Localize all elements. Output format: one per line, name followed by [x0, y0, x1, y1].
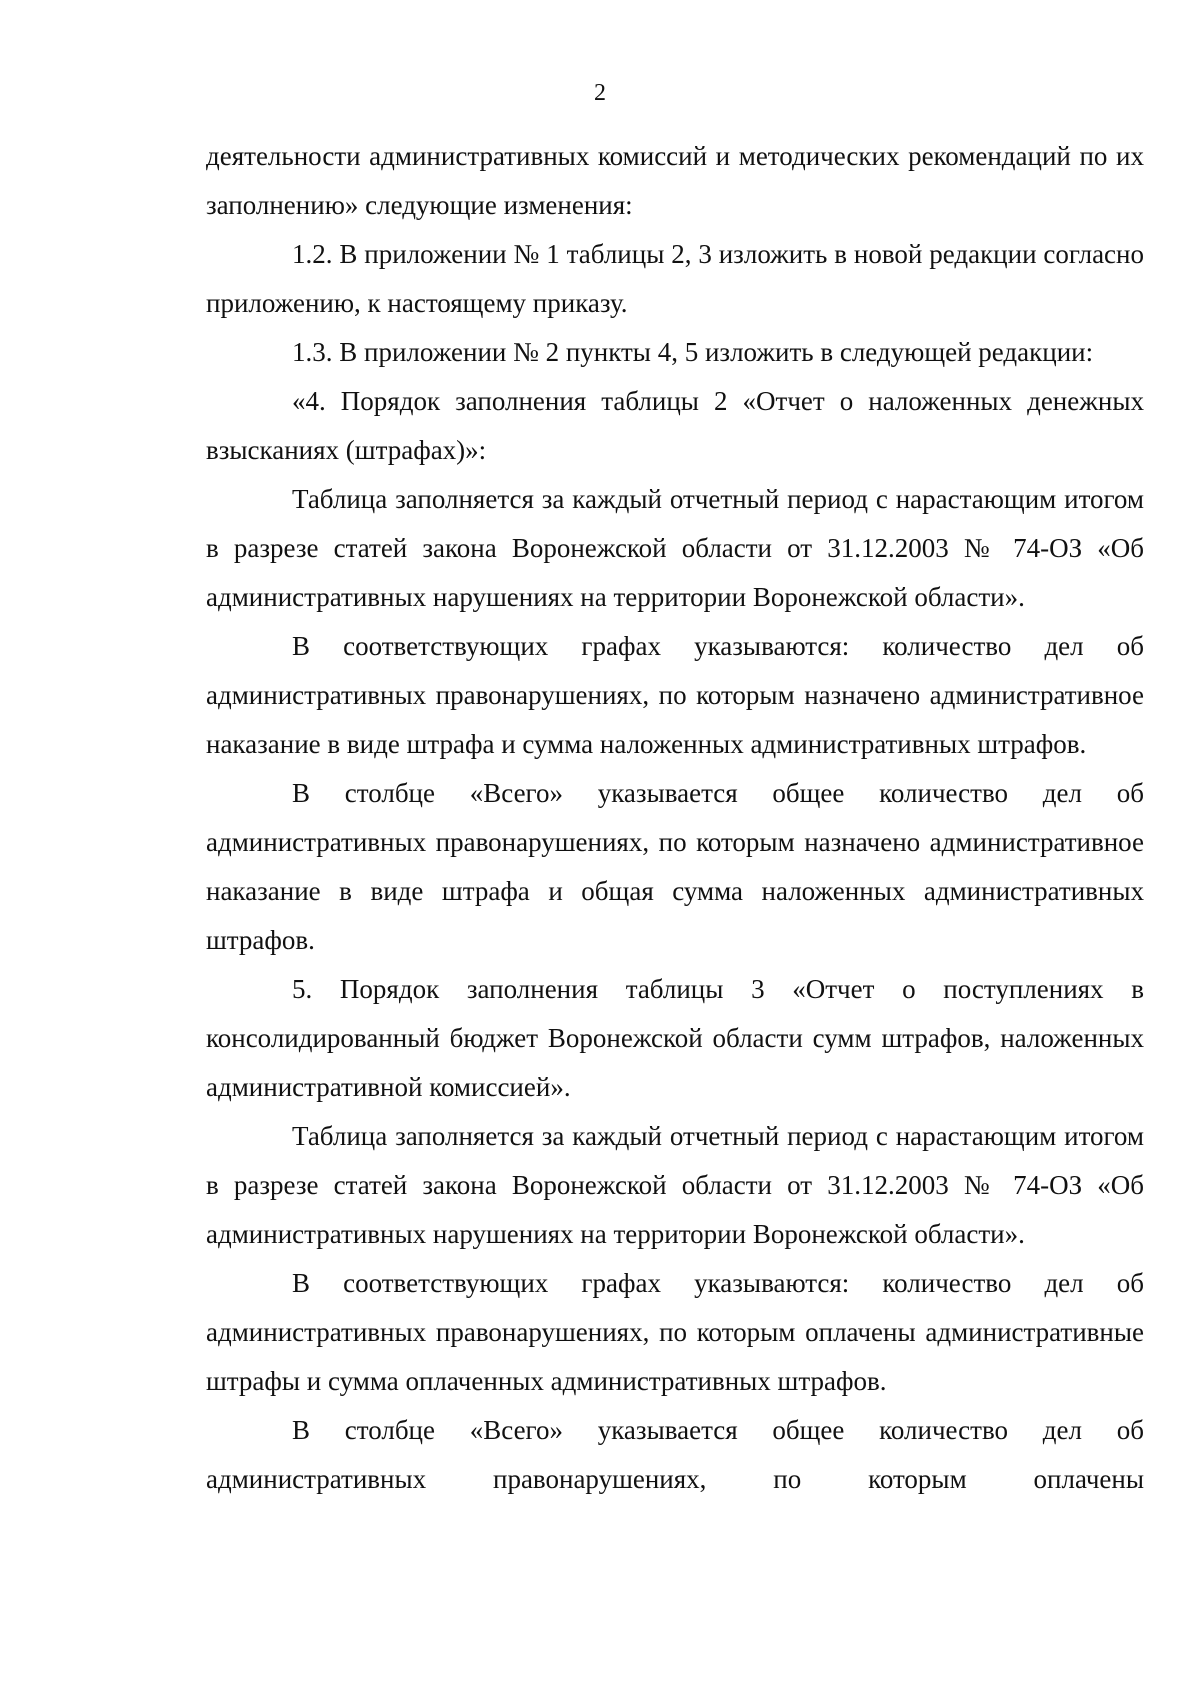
page-number: 2	[594, 80, 606, 106]
paragraph-point-5-columns: В соответствующих графах указываются: количество дел об административных правонарушениях, по которым оплачены административные штрафы и сумма оплаченных административных штрафов.	[206, 1268, 1144, 1396]
document-body	[206, 132, 1144, 1504]
paragraph-point-5-heading: 5. Порядок заполнения таблицы 3 «Отчет о поступлениях в консолидированный бюджет Воронежской области сумм штрафов, наложенных административной комиссией».	[206, 974, 1144, 1102]
paragraph-point-5-table: Таблица заполняется за каждый отчетный период с нарастающим итогом в разрезе статей закона Воронежской области от 31.12.2003 № 74-ОЗ «Об административных нарушениях на территории Воронежской области».	[206, 1121, 1144, 1249]
paragraph-point-4-columns: В соответствующих графах указываются: количество дел об административных правонарушениях, по которым назначено административное наказание в виде штрафа и сумма наложенных административных штрафов.	[206, 631, 1144, 759]
paragraph-item-1-2: 1.2. В приложении № 1 таблицы 2, 3 изложить в новой редакции согласно приложению, к настоящему приказу.	[206, 239, 1144, 318]
paragraph-intro-continuation: деятельности административных комиссий и методических рекомендаций по их заполнению» следующие изменения:	[206, 141, 1144, 220]
paragraph-point-4-total: В столбце «Всего» указывается общее количество дел об административных правонарушениях, по которым назначено административное наказание в виде штрафа и общая сумма наложенных административных штрафов.	[206, 778, 1144, 955]
paragraph-point-4-table: Таблица заполняется за каждый отчетный период с нарастающим итогом в разрезе статей закона Воронежской области от 31.12.2003 № 74-ОЗ «Об административных нарушениях на территории Воронежской области».	[206, 484, 1144, 612]
paragraph-point-4-heading: «4. Порядок заполнения таблицы 2 «Отчет о наложенных денежных взысканиях (штрафах)»:	[206, 386, 1144, 465]
paragraph-item-1-3: 1.3. В приложении № 2 пункты 4, 5 изложить в следующей редакции:	[292, 337, 1094, 367]
paragraph-point-5-total: В столбце «Всего» указывается общее количество дел об административных правонарушениях, по которым оплачены	[206, 1415, 1144, 1494]
